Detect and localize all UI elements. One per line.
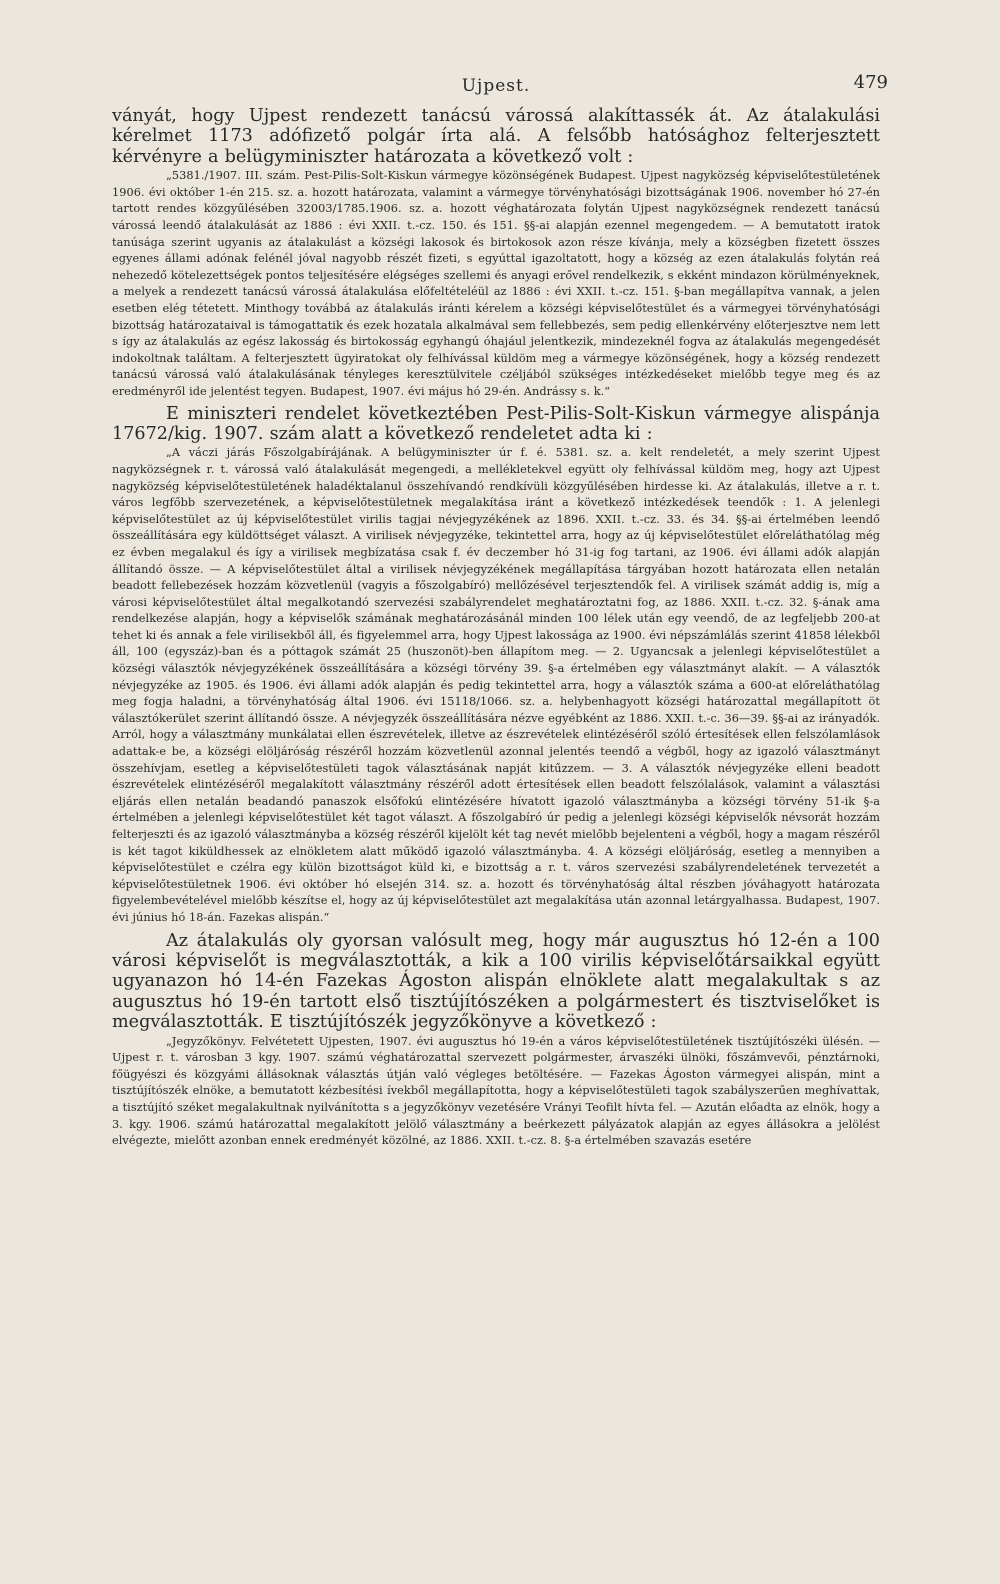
- paragraph-petition: ványát, hogy Ujpest rendezett tanácsú várossá alakíttassék át. Az átalakulási kérelmet 1173 adófizető polgár írta alá. A felsőbb hatósághoz felterjesztett kérvényre a belügyminiszter határozata a következő volt :: [112, 106, 880, 167]
- page-number: 479: [853, 72, 888, 93]
- paragraph-county-order: „A váczi járás Főszolgabírájának. A belügyminiszter úr f. é. 5381. sz. a. kelt rendeletét, a mely szerint Ujpest nagyközségnek r. t. várossá való átalakulását megengedi, a mellékletekvel együtt oly felhívással küldöm meg, hogy azt Ujpest nagyközség képviselőtestületének haladéktalanul összehívandó rendkívüli közgyűlésében hirdesse ki. Az átalakulás, illetve a r. t. város legfőbb szervezetének, a képviselőtestületnek megalakítása iránt a következő intézkedések teendők : 1. A jelenlegi képviselőtestület az új képviselőtestület virilis tagjai névjegyzékének az 1896. XXII. t.-cz. 33. és 34. §§-ai értelmében leendő összeállítására egy küldöttséget választ. A virilisek névjegyzéke, tekintettel arra, hogy az új képviselőtestület előreláthatólag még ez évben megalakul és így a virilisek megbízatása csak f. év deczember hó 31-ig fog tartani, az 1906. évi állami adók alapján állítandó össze. — A képviselőtestület által a virilisek névjegyzékének megállapítása tárgyában hozott határozata ellen netalán beadott fellebezések hozzám közvetlenül (vagyis a főszolgabíró) mellőzésével terjesztendők fel. A virilisek számát addig is, míg a városi képviselőtestület által megalkotandó szervezési szabályrendelet meghatároztatni fog, az 1886. XXII. t.-cz. 32. §-ának ama rendelkezése alapján, hogy a képviselők számának meghatározásánál minden 100 lélek után egy veendő, de az legfeljebb 200-at tehet ki és annak a fele virilisekből áll, és figyelemmel arra, hogy Ujpest lakossága az 1900. évi népszámlálás szerint 41858 lélekből áll, 100 (egyszáz)-ban és a póttagok számát 25 (huszonöt)-ben állapítom meg. — 2. Ugyancsak a jelenlegi képviselőtestület a községi választók névjegyzékének összeállítására a községi törvény 39. §-a értelmében egy választmányt alakít. — A választók névjegyzéke az 1905. és 1906. évi állami adók alapján és pedig tekintettel arra, hogy a választók száma a 600-at előreláthatólag meg fogja haladni, a törvényhatóság által 1906. évi 15118/1066. sz. a. helybenhagyott községi határozattal megállapított öt választókerület szerint állítandó össze. A névjegyzék összeállítására nézve egyébként az 1886. XXII. t.-c. 36—39. §§-ai az irányadók. Arról, hogy a választmány munkálatai ellen észrevételek, illetve az észrevételek elintézéséről szóló értesítések ellen felszólamlások adattak-e be, a községi elöljáróság részéről hozzám közvetlenül azonnal jelentés teendő a végből, hogy az igazoló választmányt összehívjam, esetleg a képviselőtestületi tagok választásának napját kitűzzem. — 3. A választók névjegyzéke elleni beadott észrevételek elintézéséről megalakított választmány részéről adott értesítések ellen beadott felszólalások, valamint a választási eljárás ellen netalán beadandó panaszok elsőfokú elintézésére hívatott igazoló választmányba a községi törvény 51-ik §-a értelmében a jelenlegi képviselőtestület két tagot választ. A főszolgabíró úr pedig a jelenlegi községi képviselők névsorát hozzám felterjeszti és az igazoló választmányba a község részéről kijelölt két tag nevét mielőbb bejelenteni a végből, hogy a magam részéről is két tagot kiküldhessek az elnökletem alatt működő igazoló választmányba. 4. A községi elöljáróság, esetleg a mennyiben a képviselőtestület e czélra egy külön bizottságot küld ki, e bizottság a r. t. város szervezési szabályrendeletének tervezetét a képviselőtestületnek 1906. évi október hó elsején 314. sz. a. hozott és törvényhatóság által részben jóváhagyott határozata figyelembevételével mielőbb készítse el, hogy az új képviselőtestület azt megalakítása után azonnal letárgyalhassa. Budapest, 1907. évi június hó 18-án. Fazekas alispán.“: [112, 446, 880, 924]
- paragraph-minutes: „Jegyzőkönyv. Felvétetett Ujpesten, 1907. évi augusztus hó 19-én a város képviselőtestületének tisztújítószéki ülésén. — Ujpest r. t. városban 3 kgy. 1907. számú véghatározattal szervezett polgármester, árvaszéki ülnöki, főszámvevői, pénztárnoki, főügyészi és közgyámi állásoknak választás útján való végleges betöltésére. — Fazekas Ágoston vármegyei alispán, mint a tisztújítószék elnöke, a bemutatott kézbesítési ívekből megállapította, hogy a képviselőtestületi tagok szabályszerűen meghívattak, a tisztújító széket megalakultnak nyilvánította s a jegyzőkönyv vezetésére Vrányi Teofilt hívta fel. — Azután előadta az elnök, hogy a 3. kgy. 1906. számú határozattal megalakított jelölő választmány a beérkezett pályázatok alapján az egyes állásokra a jelölést elvégezte, mielőtt azonban ennek eredményét közölné, az 1886. XXII. t.-cz. 8. §-a értelmében szavazás esetére: [112, 1034, 880, 1148]
- paragraph-county-order-intro: E miniszteri rendelet következtében Pest-Pilis-Solt-Kiskun vármegye alispánja 17672/kig. 1907. szám alatt a következő rendeletet adta ki :: [112, 403, 880, 444]
- running-head: [112, 66, 888, 102]
- paragraph-transformation: Az átalakulás oly gyorsan valósult meg, hogy már augusztus hó 12-én a 100 városi képviselőt is megválasztották, a kik a 100 virilis képviselőtársaikkal együtt ugyanazon hó 14-én Fazekas Ágoston alispán elnöklete alatt megalakultak s az augusztus hó 19-én tartott első tisztújítószéken a polgármestert és tisztviselőket is megválasztották. E tisztújítószék jegyzőkönyve a következő :: [112, 930, 880, 1033]
- running-title: Ujpest.: [461, 76, 531, 96]
- paragraph-ministerial-decree: „5381./1907. III. szám. Pest-Pilis-Solt-Kiskun vármegye közönségének Budapest. Ujpest nagyközség képviselőtestületének 1906. évi október 1-én 215. sz. a. hozott határozata, valamint a vármegye törvényhatósági bizottságának 1906. november hó 27-én tartott rendes közgyűlésében 32003/1785.1906. sz. a. hozott véghatározata folytán Ujpest nagyközségnek rendezett tanácsú várossá leendő átalakulását az 1886 : évi XXII. t.-cz. 150. és 151. §§-ai alapján ezennel megengedem. — A bemutatott iratok tanúsága szerint ugyanis az átalakulást a községi lakosok és birtokosok azon része kívánja, mely a községben fizetett összes egyenes állami adónak felénél jóval nagyobb részét fizeti, s egyúttal igazoltatott, hogy a község az ezen átalakulás folytán reá nehezedő kötelezettségek pontos teljesítésére elégséges szellemi és anyagi erővel rendelkezik, s ekként mindazon körülményeknek, a melyek a rendezett tanácsú várossá átalakulása előfeltételéül az 1886 : évi XXII. t.-cz. 151. §-ban megállapítva vannak, a jelen esetben elég tétetett. Minthogy továbbá az átalakulás iránti kérelem a községi képviselőtestület és a vármegyei törvényhatósági bizottság határozataival is támogattatik és ezek hozatala alkalmával sem fellebbezés, sem pedig ellenkérvény előterjesztve nem lett s így az átalakulás az egész lakosság és birtokosság egyhangú óhajául jelentkezik, mindezeknél fogva az átalakulás megengedését indokoltnak találtam. A felterjesztett ügyiratokat oly felhívással küldöm meg a vármegye közönségének, hogy a község rendezett tanácsú várossá való átalakulásának tényleges keresztülvitele czéljából szükséges intézkedéseket mielőbb tegye meg és az eredményről ide jelentést tegyen. Budapest, 1907. évi május hó 29-én. Andrássy s. k.“: [112, 169, 880, 398]
